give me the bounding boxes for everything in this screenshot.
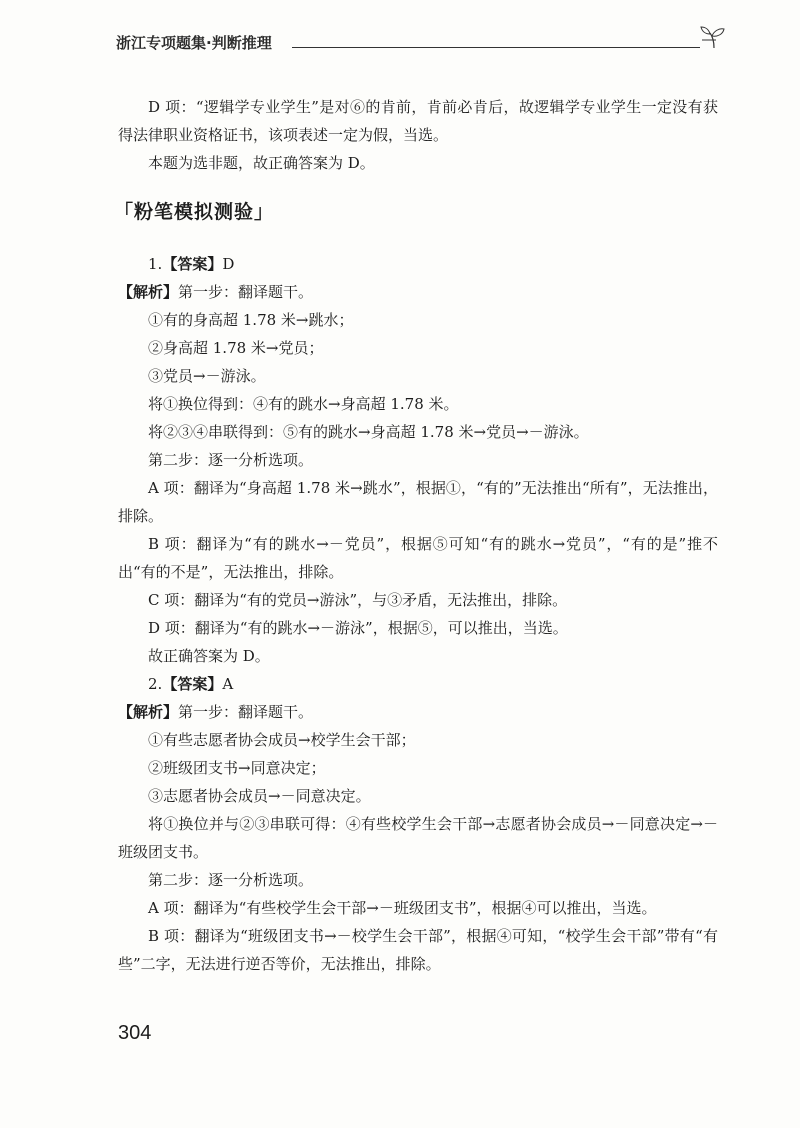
- running-header: [116, 32, 726, 56]
- q2-line: 将①换位并与②③串联可得：④有些校学生会干部→志愿者协会成员→－同意决定→－班级团支书。: [118, 815, 718, 861]
- q1-answer-tag: 【答案】: [162, 255, 223, 273]
- intro-conclusion: 本题为选非题，故正确答案为 D。: [148, 154, 375, 172]
- q2-answer-value: A: [222, 675, 234, 693]
- intro-paragraph-d: D 项：“逻辑学专业学生”是对⑥的肯前，肯前必肯后，故逻辑学专业学生一定没有获得法律职业资格证书，该项表述一定为假，当选。: [118, 98, 718, 144]
- q1-step-one: 第一步：翻译题干。: [178, 283, 314, 301]
- q2-line: 第二步：逐一分析选项。: [148, 871, 314, 889]
- q2-answer-tag: 【答案】: [162, 675, 223, 693]
- q1-answer-value: D: [222, 255, 235, 273]
- q1-line: ①有的身高超 1.78 米→跳水；: [148, 311, 354, 329]
- q1-line: ③党员→－游泳。: [148, 367, 266, 385]
- q2-analysis-tag: 【解析】: [118, 703, 179, 721]
- page-number: 304: [118, 1022, 152, 1044]
- q1-analysis-heading: [118, 278, 718, 306]
- header-rule: [292, 47, 700, 48]
- q1-line: 第二步：逐一分析选项。: [148, 451, 314, 469]
- q1-line: 将①换位得到：④有的跳水→身高超 1.78 米。: [148, 395, 459, 413]
- q2-analysis-heading: [118, 698, 718, 726]
- q1-number: 1.: [148, 255, 163, 273]
- q2-line: ①有些志愿者协会成员→校学生会干部；: [148, 731, 416, 749]
- q2-option-b: B 项：翻译为“班级团支书→－校学生会干部”，根据④可知，“校学生会干部”带有“有些”二字，无法进行逆否等价，无法推出，排除。: [118, 927, 718, 973]
- q2-answer: [118, 670, 718, 698]
- q2-option-a: A 项：翻译为“有些校学生会干部→－班级团支书”，根据④可以推出，当选。: [148, 899, 657, 917]
- sprout-icon: [698, 26, 726, 52]
- page-content: [114, 93, 718, 978]
- q2-number: 2.: [148, 675, 163, 693]
- q2-line: ③志愿者协会成员→－同意决定。: [148, 787, 371, 805]
- q1-analysis-tag: 【解析】: [118, 283, 179, 301]
- q1-option-c: C 项：翻译为“有的党员→游泳”，与③矛盾，无法推出，排除。: [148, 591, 568, 609]
- q1-option-b: B 项：翻译为“有的跳水→－党员”，根据⑤可知“有的跳水→党员”，“有的是”推不出“有的不是”，无法推出，排除。: [118, 535, 718, 581]
- q1-line: ②身高超 1.78 米→党员；: [148, 339, 324, 357]
- q1-line: 将②③④串联得到：⑤有的跳水→身高超 1.78 米→党员→－游泳。: [148, 423, 589, 441]
- q1-option-a: A 项：翻译为“身高超 1.78 米→跳水”，根据①，“有的”无法推出“所有”，无法推出，排除。: [118, 479, 718, 525]
- section-title: 「粉笔模拟测验」: [114, 201, 275, 223]
- q2-step-one: 第一步：翻译题干。: [178, 703, 314, 721]
- q1-option-d: D 项：翻译为“有的跳水→－游泳”，根据⑤，可以推出，当选。: [148, 619, 568, 637]
- q2-line: ②班级团支书→同意决定；: [148, 759, 326, 777]
- q1-answer: [118, 250, 718, 278]
- header-title: 浙江专项题集·判断推理: [116, 34, 272, 52]
- q1-conclusion: 故正确答案为 D。: [148, 647, 270, 665]
